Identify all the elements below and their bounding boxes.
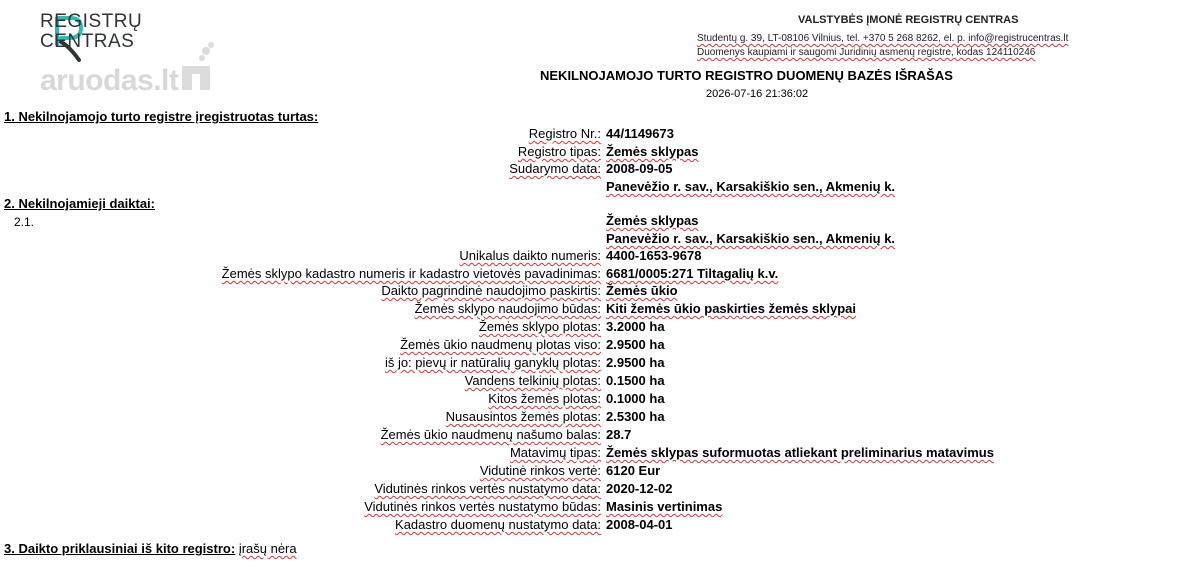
s2-row-usage-method (0, 300, 1200, 318)
s2-row-market-value-date (0, 480, 1200, 498)
section-2-heading (4, 196, 155, 211)
row-value: Panevėžio r. sav., Karsakiškio sen., Akmenių k. (606, 179, 896, 194)
row-value: 6681/0005:271 Tiltagalių k.v. (606, 266, 779, 281)
company-name: VALSTYBĖS ĮMONĖ REGISTRŲ CENTRAS (798, 14, 1019, 26)
row-label: Kitos žemės plotas: (488, 391, 601, 406)
s2-row-drained-area (0, 408, 1200, 426)
s1-row-sudarymo-data (0, 160, 1200, 178)
row-label: Žemės sklypo plotas: (478, 319, 601, 334)
aruodas-watermark: aruodas.lt (40, 64, 179, 97)
s1-row-address (0, 178, 1200, 196)
logo-line-1: REGISTRŲ (40, 11, 143, 32)
section-3-heading (4, 541, 297, 556)
company-contact: Studentų g. 39, LT-08106 Vilnius, tel. +370 5 268 8262, el. p. info@registrucentras.lt (697, 33, 1069, 44)
document-date: 2026-07-16 21:36:02 (706, 88, 809, 100)
row-label: Registro tipas: (517, 144, 601, 159)
row-value: 44/1149673 (606, 126, 674, 141)
row-label: Vidutinė rinkos vertė: (479, 463, 601, 478)
section-3-heading-text: 3. Daikto priklausiniai iš kito registro: (4, 541, 236, 556)
row-label: Žemės ūkio naudmenų našumo balas: (380, 427, 601, 442)
s2-row-cadastral-number (0, 265, 1200, 283)
s1-row-registro-tipas (0, 143, 1200, 161)
row-label: Kadastro duomenų nustatymo data: (395, 517, 601, 532)
row-value: 2.5300 ha (606, 409, 665, 424)
row-label: Žemės ūkio naudmenų plotas viso: (400, 337, 601, 352)
row-value: 2008-09-05 (606, 161, 673, 176)
row-label: Matavimų tipas: (509, 445, 601, 460)
row-label: Daikto pagrindinė naudojimo paskirtis: (381, 283, 601, 298)
s2-row-address (0, 230, 1200, 248)
s2-row-water-area (0, 372, 1200, 390)
row-value: 2.9500 ha (606, 355, 665, 370)
row-value: Žemės sklypas (606, 213, 699, 228)
section-1-heading-text: 1. Nekilnojamojo turto registre įregistruotas turtas: (4, 109, 319, 124)
s2-row-main-purpose (0, 282, 1200, 300)
s2-row-fertility-score (0, 426, 1200, 444)
row-label: Nusausintos žemės plotas: (445, 409, 601, 424)
row-label: Vidutinės rinkos vertės nustatymo data: (374, 481, 601, 496)
row-value: Žemės ūkio (606, 283, 678, 298)
row-value: Kiti žemės ūkio paskirties žemės sklypai (606, 301, 857, 316)
row-value: 2008-04-01 (606, 517, 673, 532)
row-label: iš jo: pievų ir natūralių ganyklų plotas: (384, 355, 601, 370)
row-value: 0.1000 ha (606, 391, 665, 406)
row-value: 3.2000 ha (606, 319, 665, 334)
company-registry-note: Duomenys kaupiami ir saugomi Juridinių asmenų registre, kodas 124110246 (697, 47, 1036, 58)
row-value: Panevėžio r. sav., Karsakiškio sen., Akmenių k. (606, 231, 896, 246)
row-label: Registro Nr.: (528, 126, 601, 141)
section-1-heading (4, 109, 318, 124)
row-value: 2.9500 ha (606, 337, 665, 352)
row-label: Unikalus daikto numeris: (459, 248, 601, 263)
row-value: 0.1500 ha (606, 373, 665, 388)
document-title: NEKILNOJAMOJO TURTO REGISTRO DUOMENŲ BAZĖS IŠRAŠAS (540, 68, 953, 83)
s1-row-registro-nr (0, 125, 1200, 143)
section-3-value: įrašų nėra (238, 541, 297, 556)
s2-row-market-value-method (0, 498, 1200, 516)
watermark-house-icon (176, 42, 218, 94)
logo-line-2: CENTRAS (40, 31, 135, 52)
row-value: Masinis vertinimas (606, 499, 723, 514)
row-label: Vandens telkinių plotas: (464, 373, 601, 388)
row-value: Žemės sklypas (606, 144, 699, 159)
row-value: Žemės sklypas suformuotas atliekant preliminarius matavimus (606, 445, 994, 460)
row-value: 4400-1653-9678 (606, 248, 702, 263)
s2-row-type (0, 212, 1200, 230)
s2-row-meadow-area (0, 354, 1200, 372)
row-value: 2020-12-02 (606, 481, 673, 496)
row-label: Žemės sklypo kadastro numeris ir kadastro vietovės pavadinimas: (221, 266, 601, 281)
s2-row-other-land-area (0, 390, 1200, 408)
section-2-heading-text: 2. Nekilnojamieji daiktai: (4, 196, 155, 211)
s2-row-plot-area (0, 318, 1200, 336)
s2-row-measurement-type (0, 444, 1200, 462)
row-label: Vidutinės rinkos vertės nustatymo būdas: (364, 499, 601, 514)
row-value: 6120 Eur (606, 463, 661, 478)
row-label: Žemės sklypo naudojimo būdas: (414, 301, 601, 316)
item-number: 2.1. (14, 215, 35, 229)
s2-row-farmland-area (0, 336, 1200, 354)
row-label: Sudarymo data: (509, 161, 601, 176)
s2-row-cadastre-date (0, 516, 1200, 534)
logo-text (40, 12, 142, 52)
s2-row-unique-number (0, 247, 1200, 265)
s2-row-market-value (0, 462, 1200, 480)
row-value: 28.7 (606, 427, 632, 442)
